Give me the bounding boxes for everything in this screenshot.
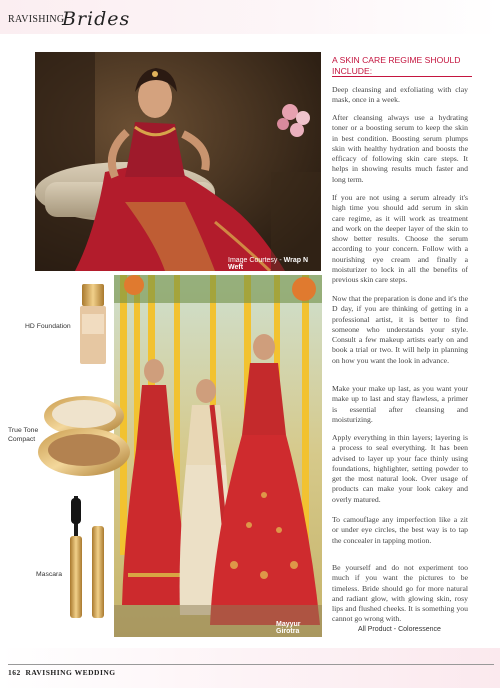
footer-rule [8, 664, 494, 665]
article-paragraph-6: Apply everything in thin layers; layering is a process to seal everything. It has been advised to layer up your face thinly using foundations, highlighter, setting powder to get the most natural look. Over usage of products can make your look cakey and overly matured. [332, 433, 468, 504]
photo-credit-group: Mayyur Girotra [276, 621, 301, 635]
product-brand-note: All Product - Coloressence [358, 626, 441, 633]
product-label-compact: True Tone Compact [8, 427, 39, 443]
article-paragraph-3: If you are not using a serum already it's high time you should add serum in skin care regime, as it will work as treatment and work on the deeper layer of the skin to show better results. Choose the serum according to your concern. Follow with a nourishing eye cream and finally a moisturizer to lock in all the benefits of previous skin care steps. [332, 193, 468, 285]
bride-photo-seated [35, 52, 321, 271]
bridal-group-photo [114, 275, 322, 637]
page-number: 162 [8, 668, 21, 677]
article-paragraph-1: Deep cleansing and exfoliating with clay mask, once in a week. [332, 85, 468, 105]
article-heading: A SKIN CARE REGIME SHOULD INCLUDE: [332, 55, 472, 77]
article-paragraph-7: To camouflage any imperfection like a zit or under eye circles, the best way is to tap the concealer in tapping motion. [332, 515, 468, 545]
product-label-foundation: HD Foundation [25, 323, 71, 330]
photo-credit-seated: Image Courtesy - Wrap N Weft [228, 257, 309, 271]
compact-powder-image [36, 392, 132, 478]
article-paragraph-2: After cleansing always use a hydrating toner or a boosting serum to keep the skin in best condition. Boosting serum plumps skin with healthy hydration and boosts the efficacy of following skin care steps. It helps in showing results much faster and long term. [332, 113, 468, 184]
mascara-image [62, 496, 112, 620]
article-paragraph-8: Be yourself and do not experiment too much if you want the pictures to be timeless. Bride should go for more natural and radiant glow, with glowing skin, rosy lips and flushed cheeks. It is something you cannot go wrong with. [332, 563, 468, 624]
foundation-bottle-image [78, 284, 108, 366]
page-footer [8, 668, 116, 677]
article-paragraph-4: Now that the preparation is done and it's the D day, if you are thinking of getting in a professional artist, it is better to find someone who understands your style. Consult a few makeup artists early on and book a trial or two. It will help in planning on how you want the look in advance. [332, 294, 468, 365]
product-label-mascara: Mascara [36, 571, 63, 578]
magazine-brand: RAVISHING [8, 14, 65, 25]
magazine-brand-script: Brides [62, 8, 131, 30]
publication-name: RAVISHING WEDDING [25, 668, 116, 677]
article-paragraph-5: Make your make up last, as you want your make up to last and stay flawless, a primer is essential after cleansing and moisturizing. [332, 384, 468, 424]
